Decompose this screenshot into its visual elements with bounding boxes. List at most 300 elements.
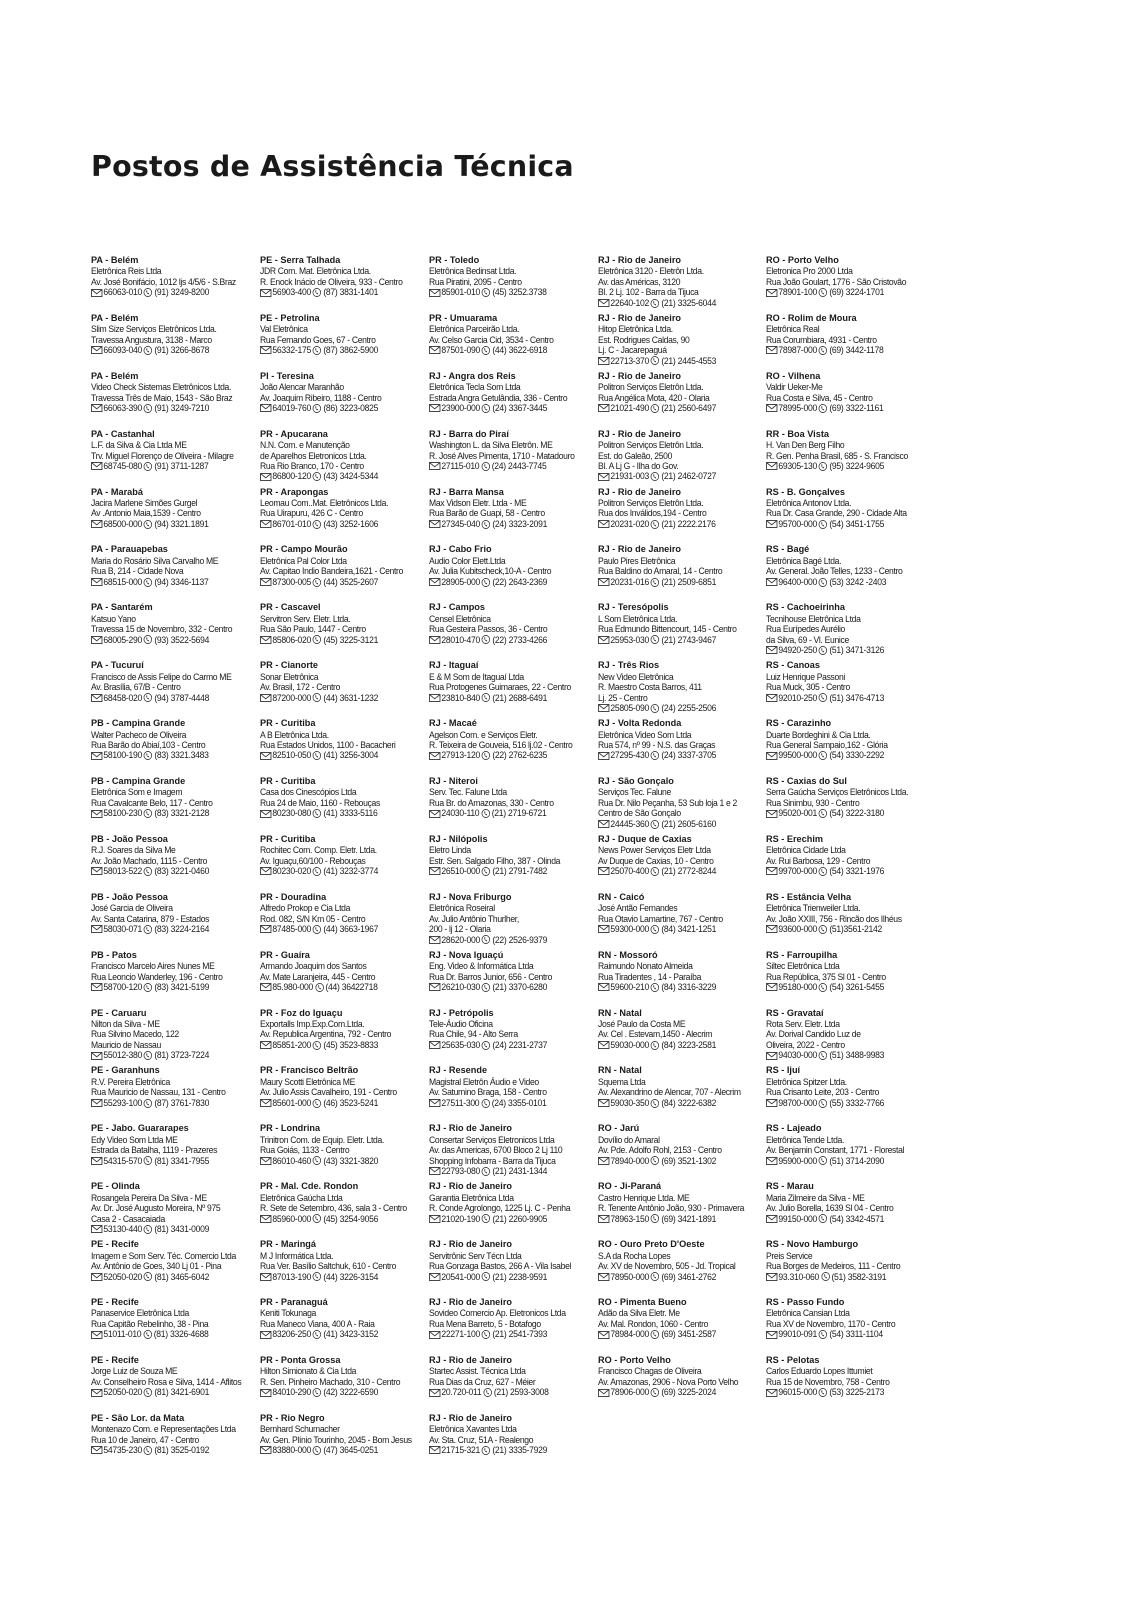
entry-heading: RJ - Rio de Janeiro <box>598 256 681 266</box>
service-entry <box>91 545 267 603</box>
entry-heading: RJ - Rio de Janeiro <box>429 1240 512 1251</box>
entry-contact <box>429 461 597 471</box>
entry-line: Av. Cel . Estevam,1450 - Alecrim <box>598 1029 713 1040</box>
entry-phone: (44) 3631-1232 <box>323 692 379 703</box>
envelope-icon <box>598 1041 609 1049</box>
entry-contact <box>766 287 934 297</box>
directory-column <box>429 256 605 1472</box>
phone-icon <box>819 346 828 355</box>
entry-cep: 59600-210 <box>610 982 649 993</box>
entry-phone: (21) 2462-0727 <box>661 471 717 482</box>
service-entry <box>429 777 605 835</box>
envelope-icon <box>91 346 102 354</box>
entry-cep: 27913-120 <box>441 750 480 761</box>
envelope-icon <box>598 473 609 481</box>
entry-contact <box>260 693 428 703</box>
entry-phone: (47) 3645-0251 <box>323 1445 379 1456</box>
entry-phone: (81) 3465-6042 <box>154 1271 210 1282</box>
entry-line: R. Enock Inácio de Oliveira, 933 - Centro <box>260 276 403 287</box>
entry-line: Rua Rio Branco, 170 - Centro <box>260 461 364 472</box>
phone-icon <box>819 1156 828 1165</box>
entry-line: Rua Chile, 94 - Alto Serra <box>429 1029 518 1040</box>
entry-line: Castro Henrique Ltda. ME <box>598 1192 690 1203</box>
entry-cep: 95020-001 <box>778 808 817 819</box>
phone-icon <box>819 1388 828 1397</box>
envelope-icon <box>91 925 102 933</box>
entry-contact <box>429 635 597 645</box>
entry-heading: RO - Rolim de Moura <box>766 313 857 324</box>
entry-heading: RJ - Niteroi <box>429 777 478 788</box>
directory-column <box>260 256 436 1472</box>
entry-line: Rua São Paulo, 1447 - Centro <box>260 624 366 635</box>
entry-line: Rua Eurípedes Aurélio <box>766 624 845 635</box>
entry-phone: (94) 3321.1891 <box>154 518 209 529</box>
entry-heading: PA - Belém <box>91 371 139 382</box>
entry-line: Jorge Luiz de Souza ME <box>91 1366 178 1377</box>
entry-line: Rua XV de Novembro, 1170 - Centro <box>766 1318 896 1329</box>
entry-cep: 21020-190 <box>441 1213 480 1224</box>
entry-line: News Power Serviços Eletr Ltda <box>598 845 711 856</box>
service-entry <box>260 430 436 488</box>
phone-icon <box>482 1041 491 1050</box>
entry-line: R. Tenente Antônio João, 930 - Primavera <box>598 1203 745 1214</box>
entry-contact <box>91 635 259 645</box>
service-entry <box>598 835 774 893</box>
entry-heading: RO - Porto Velho <box>598 1355 671 1366</box>
phone-icon <box>819 1051 828 1060</box>
entry-heading: RJ - Rio de Janeiro <box>598 487 681 498</box>
envelope-icon <box>429 578 440 586</box>
entry-line: R. Conde Agrolongo, 1225 Lj. C - Penha <box>429 1203 571 1214</box>
entry-contact <box>91 1387 259 1397</box>
entry-phone: (21) 2593-3008 <box>493 1387 549 1398</box>
phone-icon <box>482 346 491 355</box>
envelope-icon <box>429 694 440 702</box>
entry-contact <box>429 693 597 703</box>
entry-contact <box>260 982 428 992</box>
entry-phone: (53) 3242 -2403 <box>829 576 887 587</box>
entry-heading: PE - Serra Talhada <box>260 256 341 266</box>
phone-icon <box>651 1214 660 1223</box>
envelope-icon <box>598 1157 609 1165</box>
envelope-icon <box>260 867 271 875</box>
entry-line: Rua República, 375 Sl 01 - Centro <box>766 971 886 982</box>
envelope-icon <box>766 1157 777 1165</box>
phone-icon <box>819 867 828 876</box>
entry-cep: 86010-460 <box>272 1155 311 1166</box>
entry-contact <box>91 808 259 818</box>
entry-cep: 86800-120 <box>272 471 311 482</box>
service-entry <box>260 1356 436 1414</box>
entry-heading: PR - Umuarama <box>429 313 498 324</box>
entry-heading: RJ - Teresópolis <box>598 603 669 614</box>
entry-phone: (22) 2762-6235 <box>492 750 548 761</box>
entry-cep: 95700-000 <box>778 518 817 529</box>
entry-cep: 64019-760 <box>272 403 311 414</box>
entry-contact <box>598 1387 766 1397</box>
service-entry <box>766 545 942 603</box>
envelope-icon <box>429 936 440 944</box>
entry-cep: 20231-020 <box>610 518 649 529</box>
entry-line: Av. Julio Assis Cavalheiro, 191 - Centro <box>260 1087 397 1098</box>
entry-heading: PR - Maringá <box>260 1240 317 1251</box>
envelope-icon <box>766 925 777 933</box>
entry-cep: 25070-400 <box>610 866 649 877</box>
entry-line: Rua Silvino Macedo, 122 <box>91 1029 179 1040</box>
phone-icon <box>313 472 322 481</box>
entry-phone: (94) 3346-1137 <box>154 576 209 587</box>
envelope-icon <box>766 1331 777 1339</box>
entry-heading: PR - Curitiba <box>260 777 316 788</box>
entry-line: Bernhard Schumacher <box>260 1424 340 1435</box>
entry-line: Dovílio do Amaral <box>598 1134 660 1145</box>
entry-line: Estr. Sen. Salgado Filho, 387 - Olinda <box>429 855 561 866</box>
entry-contact <box>91 1224 259 1234</box>
entry-line: Av. Saturnino Braga, 158 - Centro <box>429 1087 547 1098</box>
phone-icon <box>482 983 491 992</box>
entry-line: Rua Cavalcante Belo, 117 - Centro <box>91 797 213 808</box>
entry-contact <box>766 577 934 587</box>
entry-line: Politron Serviços Eletrôn Ltda. <box>598 382 704 393</box>
phone-icon <box>144 404 153 413</box>
entry-heading: PR - Londrina <box>260 1124 321 1135</box>
phone-icon <box>483 1388 492 1397</box>
service-entry <box>598 951 774 1009</box>
entry-phone: (43) 3424-5344 <box>323 471 379 482</box>
entry-line: N.N. Com. e Manutenção <box>260 440 350 451</box>
entry-line: Av. Republica Argentina, 792 - Centro <box>260 1029 392 1040</box>
entry-contact <box>91 1329 259 1339</box>
envelope-icon <box>260 983 271 991</box>
envelope-icon <box>766 810 777 818</box>
envelope-icon <box>260 1041 271 1049</box>
envelope-icon <box>766 346 777 354</box>
entry-contact <box>429 982 597 992</box>
envelope-icon <box>91 1389 102 1397</box>
page-title: Postos de Assistência Técnica <box>91 150 574 183</box>
entry-contact <box>260 345 428 355</box>
entry-line: R. José Alves Pimenta, 1710 - Matadouro <box>429 450 575 461</box>
phone-icon <box>651 751 660 760</box>
entry-heading: RR - Boa Vista <box>766 429 829 440</box>
service-entry <box>91 1182 267 1240</box>
entry-phone: (21) 2431-1344 <box>492 1166 548 1177</box>
entry-line: H. Van Den Berg Filho <box>766 440 845 451</box>
phone-icon <box>651 578 660 587</box>
envelope-icon <box>766 983 777 991</box>
entry-heading: PA - Marabá <box>91 487 143 498</box>
entry-cep: 85901-010 <box>441 287 480 298</box>
entry-contact <box>260 1272 428 1282</box>
envelope-icon <box>429 404 440 412</box>
entry-heading: PE - Garanhuns <box>91 1066 160 1077</box>
entry-phone: (54) 3261-5455 <box>829 982 885 993</box>
envelope-icon <box>260 636 271 644</box>
entry-cep: 95180-000 <box>778 982 817 993</box>
phone-icon <box>481 462 490 471</box>
envelope-icon <box>260 694 271 702</box>
entry-phone: (24) 2231-2737 <box>492 1039 548 1050</box>
entry-heading: RO - Pimenta Bueno <box>598 1298 687 1309</box>
phone-icon <box>482 935 491 944</box>
entry-heading: RJ - Duque de Caxias <box>598 834 692 845</box>
service-entry <box>429 1240 605 1298</box>
envelope-icon <box>260 1273 271 1281</box>
entry-cep: 93600-000 <box>778 924 817 935</box>
service-entry <box>91 603 267 661</box>
entry-contact <box>429 519 597 529</box>
entry-contact <box>429 1098 597 1108</box>
service-entry <box>91 1009 267 1067</box>
service-entry <box>260 719 436 777</box>
service-entry <box>260 488 436 546</box>
entry-line: Eletrônica Antonov Ltda. <box>766 498 852 509</box>
entry-heading: RN - Mossoró <box>598 950 658 961</box>
service-entry <box>260 545 436 603</box>
phone-icon <box>651 635 660 644</box>
entry-cep: 27511-300 <box>441 1097 480 1108</box>
entry-line: Av. Rui Barbosa, 129 - Centro <box>766 855 871 866</box>
entry-line: Rua Barão de Guapi, 58 - Centro <box>429 508 545 519</box>
entry-line: Garantia Eletrônica Ltda <box>429 1192 514 1203</box>
entry-line: Av. Julia Kubitscheck,10-A - Centro <box>429 566 552 577</box>
entry-cep: 58013-522 <box>103 866 142 877</box>
phone-icon <box>481 1099 490 1108</box>
envelope-icon <box>91 1052 102 1060</box>
entry-phone: (41) 3232-3774 <box>323 866 379 877</box>
entry-line: Rua Baldino do Amaral, 14 - Centro <box>598 566 723 577</box>
entry-heading: RS - Carazinho <box>766 719 832 730</box>
entry-cep: 83206-250 <box>272 1329 311 1340</box>
entry-heading: PB - João Pessoa <box>91 834 168 845</box>
service-entry <box>260 661 436 719</box>
entry-line: Av. XV de Novembro, 505 - Jd. Tropical <box>598 1261 736 1272</box>
entry-line: Eletrônica Xavantes Ltda <box>429 1424 517 1435</box>
entry-heading: RJ - Barra Mansa <box>429 487 504 498</box>
envelope-icon <box>598 636 609 644</box>
entry-contact <box>598 1214 766 1224</box>
envelope-icon <box>260 346 271 354</box>
service-entry <box>598 1298 774 1356</box>
entry-line: Eletrônica Cidade Ltda <box>766 845 846 856</box>
service-entry <box>598 1066 774 1124</box>
entry-heading: PR - Arapongas <box>260 487 329 498</box>
entry-line: Serv. Tec. Falune Ltda <box>429 787 507 798</box>
envelope-icon <box>91 810 102 818</box>
entry-line: Av. Dorival Candido Luz de <box>766 1029 861 1040</box>
entry-contact <box>91 982 259 992</box>
entry-cep: 24445-360 <box>610 818 649 829</box>
service-entry <box>766 314 942 372</box>
entry-heading: RJ - Rio de Janeiro <box>598 429 681 440</box>
phone-icon <box>144 462 153 471</box>
envelope-icon <box>91 694 102 702</box>
phone-icon <box>819 925 828 934</box>
service-entry <box>91 719 267 777</box>
phone-icon <box>313 1272 322 1281</box>
service-entry <box>429 951 605 1009</box>
service-entry <box>766 893 942 951</box>
entry-line: R.V. Pereira Eletrônica <box>91 1076 170 1087</box>
phone-icon <box>144 1446 153 1455</box>
entry-line: Agelson Com. e Serviços Eletr. <box>429 729 538 740</box>
entry-line: Rua Goiás, 1133 - Centro <box>260 1145 350 1156</box>
entry-cep: 59030-000 <box>610 1039 649 1050</box>
entry-line: R. Teixeira de Gouveia, 516 lj.02 - Centro <box>429 740 573 751</box>
entry-cep: 56903-400 <box>272 287 311 298</box>
entry-line: Adão da Silva Eletr. Me <box>598 1308 680 1319</box>
entry-phone: (51) 3714-2090 <box>829 1155 885 1166</box>
entry-cep: 25953-030 <box>610 634 649 645</box>
phone-icon <box>482 288 491 297</box>
service-entry <box>598 1240 774 1298</box>
phone-icon <box>313 520 322 529</box>
entry-cep: 86701-010 <box>272 518 311 529</box>
entry-line: Rua Dr. Barros Junior, 656 - Centro <box>429 971 553 982</box>
phone-icon <box>144 520 153 529</box>
entry-phone: (43) 3321-3820 <box>323 1155 379 1166</box>
entry-heading: RS - Marau <box>766 1182 814 1193</box>
phone-icon <box>819 646 828 655</box>
entry-line: Francisco de Assis Felipe do Carmo ME <box>91 671 232 682</box>
envelope-icon <box>429 462 440 470</box>
entry-heading: RN - Natal <box>598 1008 642 1019</box>
entry-cep: 52050-020 <box>103 1387 142 1398</box>
entry-heading: RO - Jarú <box>598 1124 640 1135</box>
entry-phone: (21) 2509-6851 <box>661 576 717 587</box>
envelope-icon <box>260 925 271 933</box>
entry-contact <box>598 635 766 645</box>
entry-line: Lj. C - Jacarepaguá <box>598 345 667 356</box>
phone-icon <box>144 346 153 355</box>
service-entry <box>429 1298 605 1356</box>
service-entry <box>598 372 774 430</box>
entry-contact <box>598 703 766 713</box>
entry-line: Travessa 15 de Novembro, 332 - Centro <box>91 624 233 635</box>
entry-cep: 68005-290 <box>103 634 142 645</box>
entry-phone: (51) 3488-9983 <box>829 1050 885 1061</box>
entry-line: Av. Gen. Plínio Tourinho, 2045 - Bom Jesus <box>260 1434 412 1445</box>
entry-line: Bl. 2 Lj. 102 - Barra da Tijuca <box>598 287 699 298</box>
phone-icon <box>313 1388 322 1397</box>
phone-icon <box>313 1214 322 1223</box>
entry-phone: (53) 3225-2173 <box>829 1387 885 1398</box>
entry-heading: PA - Parauapebas <box>91 545 168 556</box>
entry-phone: (91) 3711-1287 <box>154 461 209 472</box>
entry-heading: RO - Ouro Preto D'Oeste <box>598 1240 705 1251</box>
entry-heading: PA - Belém <box>91 256 139 266</box>
service-entry <box>766 256 942 314</box>
envelope-icon <box>260 1157 271 1165</box>
phone-icon <box>819 1214 828 1223</box>
entry-contact <box>91 750 259 760</box>
service-entry <box>429 1356 605 1414</box>
entry-line: Serviços Tec. Falune <box>598 787 671 798</box>
entry-line: Armando Joaquim dos Santos <box>260 961 367 972</box>
phone-icon <box>144 1225 153 1234</box>
envelope-icon <box>91 578 102 586</box>
entry-line: Eng. Video & Informática Ltda <box>429 961 534 972</box>
phone-icon <box>144 1388 153 1397</box>
phone-icon <box>651 299 660 308</box>
entry-heading: PR - Guaíra <box>260 950 310 961</box>
service-entry <box>429 1009 605 1067</box>
entry-phone: (46) 3523-5241 <box>323 1097 379 1108</box>
entry-cep: 52050-020 <box>103 1271 142 1282</box>
entry-heading: RS - Lajeado <box>766 1124 822 1135</box>
entry-contact <box>766 750 934 760</box>
entry-phone: (51)3561-2142 <box>829 924 883 935</box>
entry-line: Rua Otavio Lamartine, 767 - Centro <box>598 913 723 924</box>
entry-cep: 22640-102 <box>610 297 649 308</box>
entry-line: da Silva, 69 - Vl. Eunice <box>766 634 849 645</box>
envelope-icon <box>429 1041 440 1049</box>
service-entry <box>260 1298 436 1356</box>
entry-phone: (21) 3335-7929 <box>492 1445 548 1456</box>
entry-contact <box>260 808 428 818</box>
entry-contact <box>598 1329 766 1339</box>
entry-line: Av. Julio Borella, 1639 Sl 04 - Centro <box>766 1203 894 1214</box>
entry-contact <box>91 924 259 934</box>
entry-line: Av. Sta. Cruz, 51A - Realengo <box>429 1434 534 1445</box>
service-entry <box>766 951 942 1009</box>
entry-line: Montenazo Com. e Representações Ltda <box>91 1424 236 1435</box>
phone-icon <box>313 288 322 297</box>
entry-cep: 51011-010 <box>103 1329 142 1340</box>
entry-line: Eletrônica Pal Color Ltda <box>260 555 347 566</box>
entry-contact <box>429 287 597 297</box>
entry-line: Maria do Rosário Silva Carvalho ME <box>91 555 219 566</box>
entry-phone: (21) 2445-4553 <box>661 355 717 366</box>
entry-phone: (91) 3249-8200 <box>154 287 210 298</box>
envelope-icon <box>598 704 609 712</box>
entry-line: Oliveira, 2022 - Centro <box>766 1039 845 1050</box>
entry-phone: (69) 3451-2587 <box>661 1329 717 1340</box>
entry-contact <box>260 403 428 413</box>
service-entry <box>429 256 605 314</box>
entry-cep: 59030-350 <box>610 1097 649 1108</box>
envelope-icon <box>598 1331 609 1339</box>
phone-icon <box>651 404 660 413</box>
phone-icon <box>819 578 828 587</box>
envelope-icon <box>260 1099 271 1107</box>
entry-contact <box>598 298 766 308</box>
entry-line: Servitrônic Serv Técn Ltda <box>429 1250 522 1261</box>
entry-line: Eletrônica Tende Ltda. <box>766 1134 845 1145</box>
entry-cep: 58100-230 <box>103 808 142 819</box>
entry-phone: (21) 2260-9905 <box>492 1213 548 1224</box>
entry-line: Panaservice Eletrônica Ltda <box>91 1308 190 1319</box>
service-entry <box>766 1182 942 1240</box>
entry-line: Travessa Angustura, 3138 - Marco <box>91 334 212 345</box>
entry-line: Av. Joaquim Ribeiro, 1188 - Centro <box>260 392 382 403</box>
envelope-icon <box>429 520 440 528</box>
phone-icon <box>819 520 828 529</box>
entry-line: Eletrônica Real <box>766 324 820 335</box>
phone-icon <box>651 520 660 529</box>
entry-line: Av. Antônio de Goes, 340 Lj 01 - Pina <box>91 1261 222 1272</box>
envelope-icon <box>766 1052 777 1060</box>
entry-contact <box>260 924 428 934</box>
envelope-icon <box>91 752 102 760</box>
entry-heading: RO - Ji-Paraná <box>598 1182 662 1193</box>
service-entry <box>260 893 436 951</box>
phone-icon <box>651 356 660 365</box>
entry-contact <box>91 1050 259 1060</box>
envelope-icon <box>766 1273 777 1281</box>
entry-cep: 21021-490 <box>610 403 649 414</box>
envelope-icon <box>91 1273 102 1281</box>
